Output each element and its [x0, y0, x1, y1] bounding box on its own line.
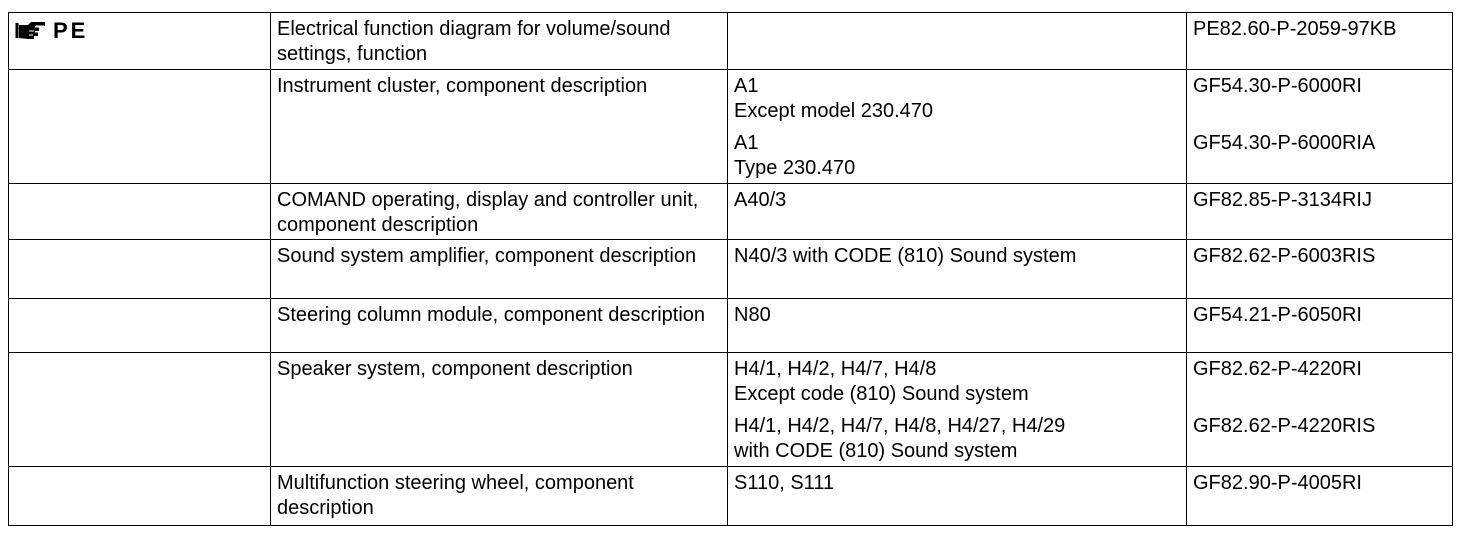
ref-cell	[1187, 70, 1453, 184]
component-code: S110, S111	[734, 472, 835, 494]
table-row	[9, 13, 1453, 70]
doc-reference[interactable]: PE82.60-P-2059-97KB	[1193, 18, 1397, 40]
component-entry	[734, 414, 1180, 464]
component-code: N80	[734, 304, 771, 326]
pe-code: PE	[53, 18, 89, 43]
component-cell	[728, 240, 1187, 299]
ref-cell	[1187, 184, 1453, 240]
component-cell	[728, 299, 1187, 353]
component-code: A1	[734, 132, 759, 154]
marker-cell	[9, 467, 271, 526]
ref-cell	[1187, 13, 1453, 70]
desc-cell: Sound system amplifier, component description	[271, 240, 728, 299]
marker-cell	[9, 299, 271, 353]
reference-table	[8, 12, 1453, 526]
component-cell	[728, 353, 1187, 467]
marker-cell	[9, 240, 271, 299]
desc-cell: COMAND operating, display and controller unit, component description	[271, 184, 728, 240]
doc-reference[interactable]: GF82.90-P-4005RI	[1193, 472, 1362, 494]
ref-cell	[1187, 467, 1453, 526]
desc-cell: Speaker system, component description	[271, 353, 728, 467]
pe-marker	[15, 17, 264, 43]
component-condition: with CODE (810) Sound system	[792, 245, 1077, 267]
component-cell	[728, 70, 1187, 184]
doc-reference[interactable]: GF82.85-P-3134RIJ	[1193, 189, 1372, 211]
desc-cell: Electrical function diagram for volume/sound settings, function	[271, 13, 728, 70]
component-condition: with CODE (810) Sound system	[734, 440, 1018, 462]
component-condition: Type 230.470	[734, 157, 856, 179]
table-row	[9, 467, 1453, 526]
component-code: H4/1, H4/2, H4/7, H4/8, H4/27, H4/29	[734, 415, 1066, 437]
component-code: A1	[734, 75, 759, 97]
doc-reference[interactable]: GF82.62-P-6003RIS	[1193, 245, 1376, 267]
ref-cell	[1187, 240, 1453, 299]
component-condition: Except code (810) Sound system	[734, 383, 1029, 405]
marker-cell	[9, 184, 271, 240]
doc-reference[interactable]: GF54.30-P-6000RI	[1193, 75, 1362, 97]
table-row	[9, 240, 1453, 299]
marker-cell	[9, 353, 271, 467]
component-condition: Except model 230.470	[734, 100, 934, 122]
table-row	[9, 184, 1453, 240]
component-cell	[728, 184, 1187, 240]
marker-cell	[9, 70, 271, 184]
component-code: H4/1, H4/2, H4/7, H4/8	[734, 358, 937, 380]
desc-cell: Steering column module, component description	[271, 299, 728, 353]
component-cell	[728, 467, 1187, 526]
component-code: A40/3	[734, 189, 787, 211]
doc-reference[interactable]: GF82.62-P-4220RI	[1193, 358, 1362, 380]
table-row	[9, 299, 1453, 353]
doc-reference[interactable]: GF54.21-P-6050RI	[1193, 304, 1362, 326]
ref-cell	[1187, 299, 1453, 353]
desc-cell: Instrument cluster, component description	[271, 70, 728, 184]
component-code: N40/3	[734, 245, 788, 267]
component-entry	[734, 131, 1180, 181]
doc-reference[interactable]: GF54.30-P-6000RIA	[1193, 132, 1376, 154]
component-entry	[734, 74, 1180, 124]
marker-cell	[9, 13, 271, 70]
ref-cell	[1187, 353, 1453, 467]
table-row	[9, 353, 1453, 467]
desc-cell: Multifunction steering wheel, component description	[271, 467, 728, 526]
pointing-hand-icon	[15, 20, 47, 42]
doc-reference[interactable]: GF82.62-P-4220RIS	[1193, 415, 1376, 437]
table-row	[9, 70, 1453, 184]
component-entry	[734, 357, 1180, 407]
component-cell	[728, 13, 1187, 70]
